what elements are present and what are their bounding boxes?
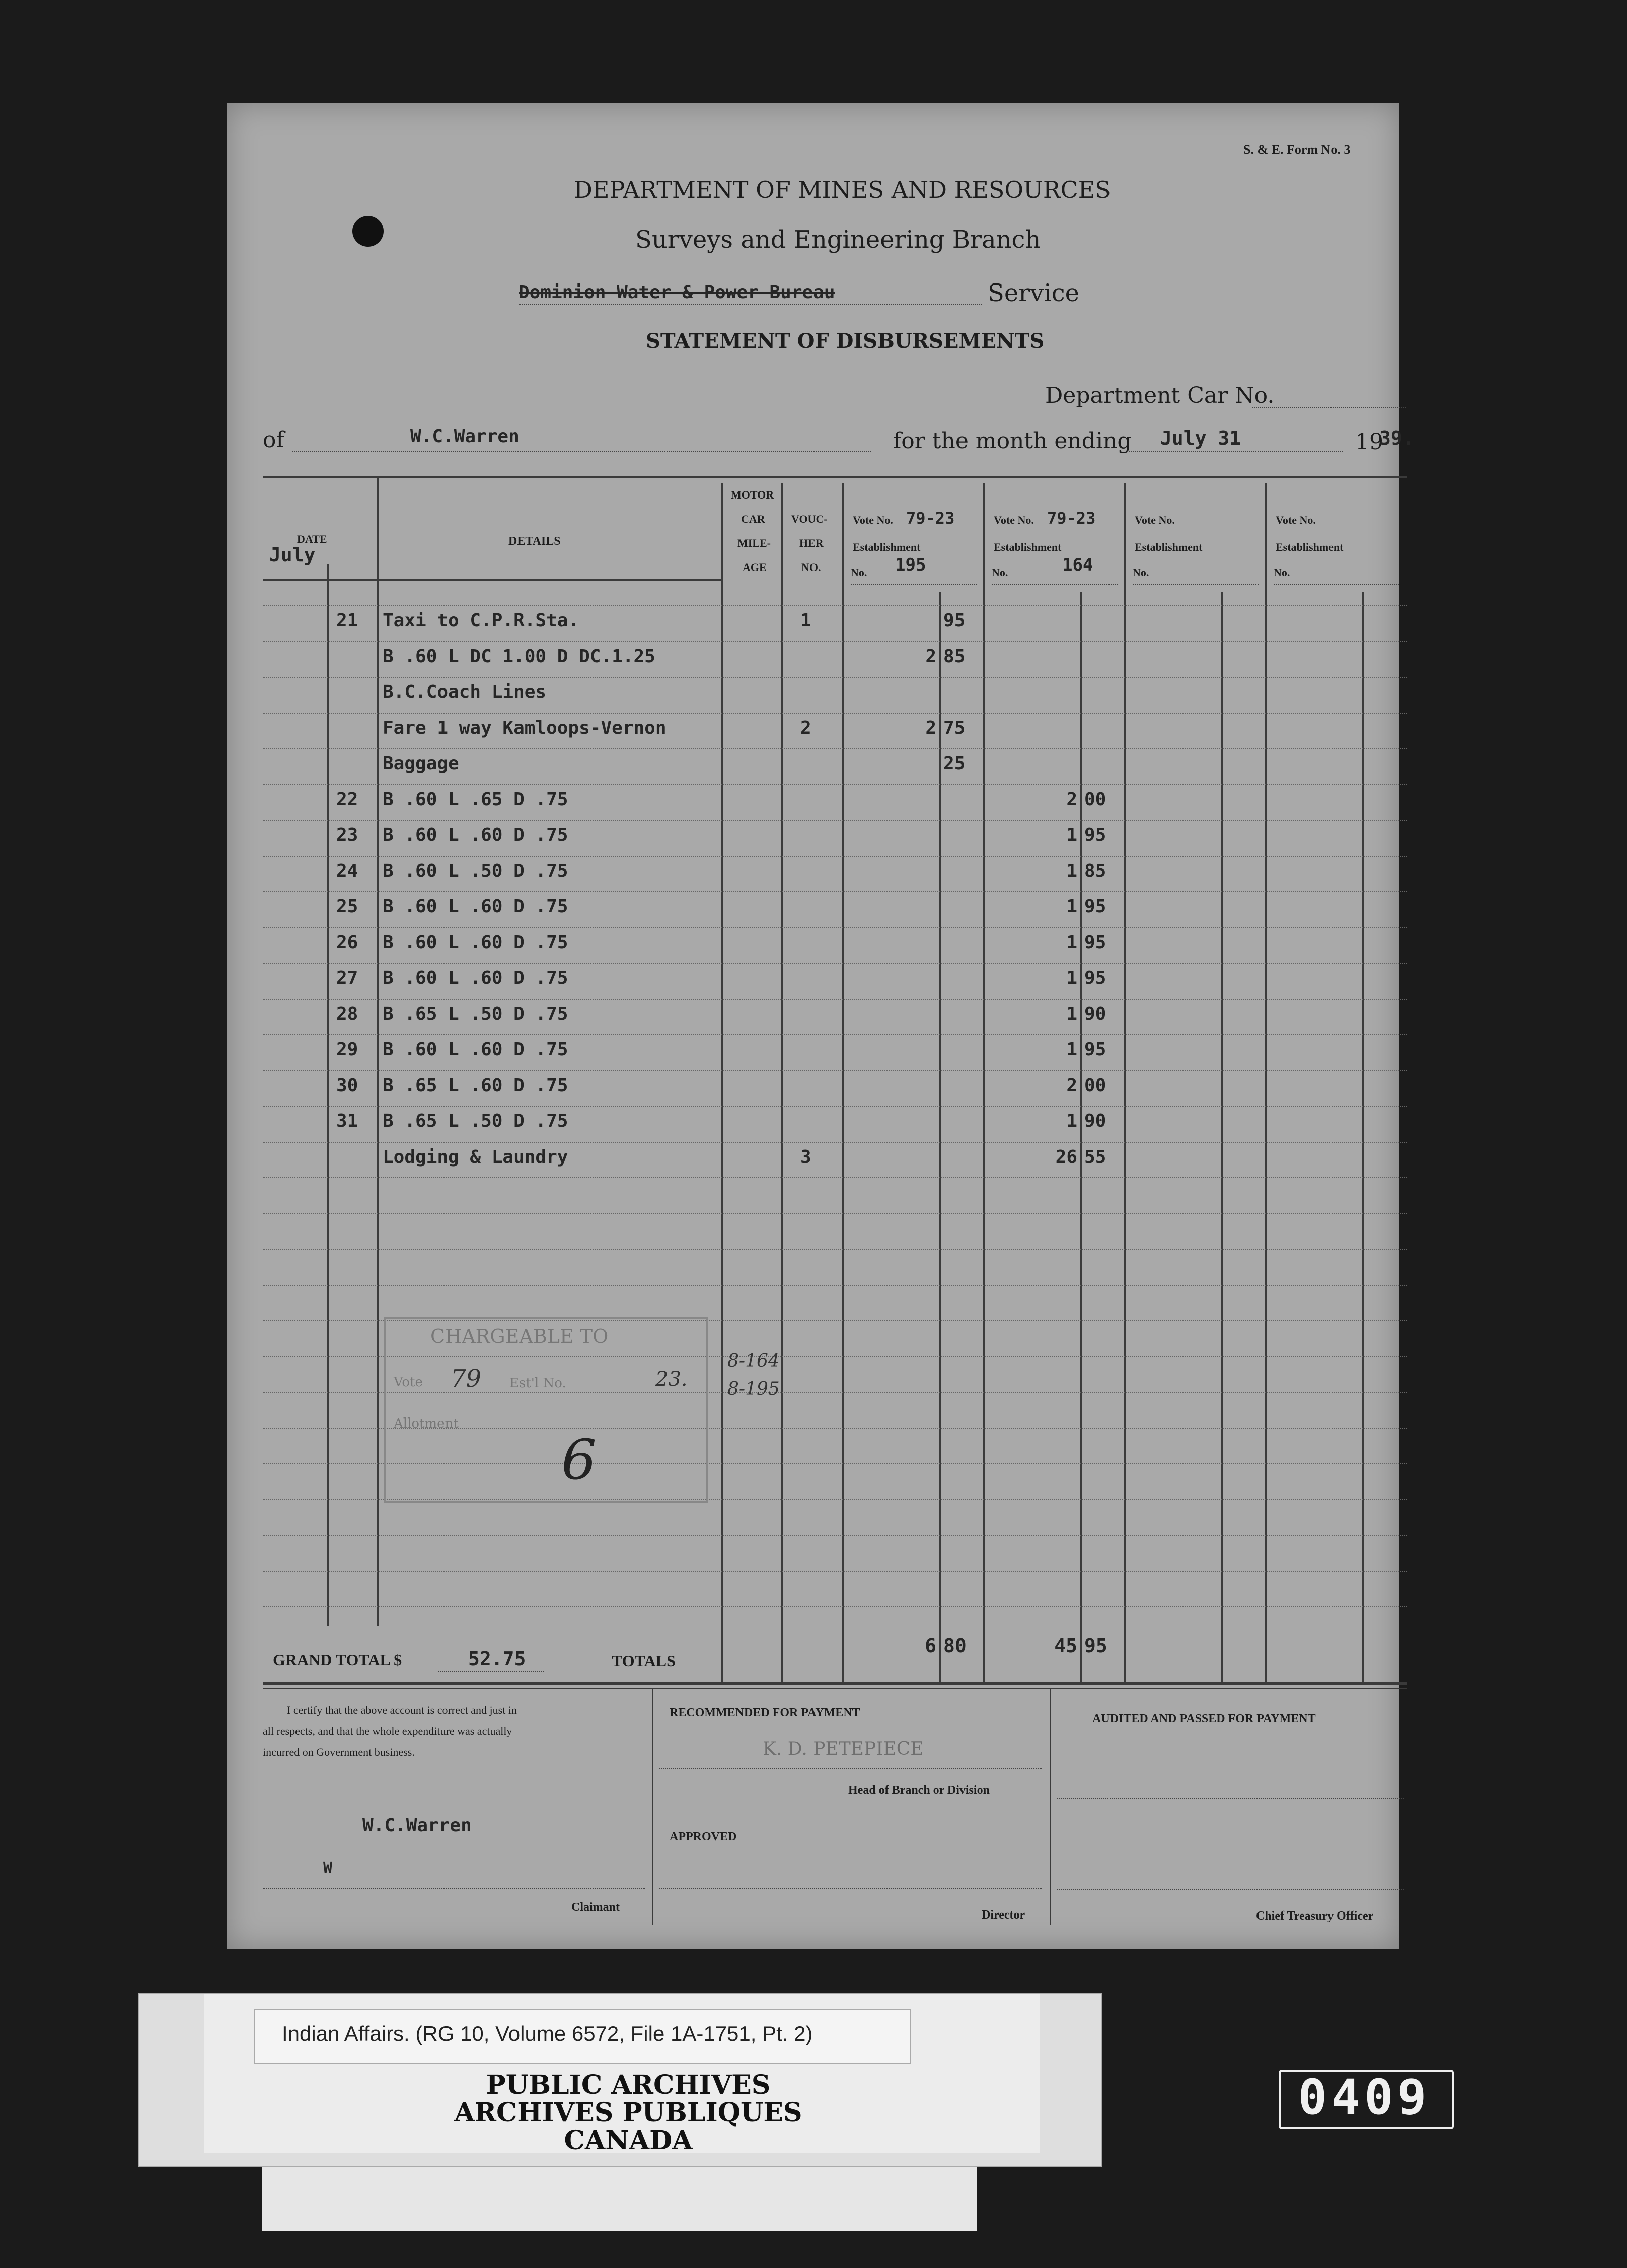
row-vote2-cents: 00	[1084, 789, 1106, 810]
table-row	[0, 932, 1627, 967]
row-details: B .60 L .60 D .75	[383, 825, 568, 845]
of-label: of	[263, 427, 284, 453]
row-vote1-dollars: 2	[925, 646, 936, 667]
voucher-header-3: NO.	[801, 561, 821, 574]
header-separator	[263, 579, 721, 581]
vote1-estab-label: Establishment	[853, 541, 921, 553]
department-title: DEPARTMENT OF MINES AND RESOURCES	[574, 176, 1111, 203]
stamp-vote-value: 79	[451, 1365, 482, 1393]
claimant-initial: W	[323, 1859, 333, 1877]
row-vote2-cents: 55	[1084, 1147, 1106, 1167]
approved-line	[659, 1888, 1042, 1889]
table-row	[0, 968, 1627, 1003]
stamp-estab-line-1: 8-164	[727, 1351, 780, 1371]
row-day: 23	[336, 825, 358, 845]
audited-line-2	[1057, 1889, 1404, 1890]
row-day: 30	[336, 1075, 358, 1096]
row-day: 21	[336, 610, 358, 631]
claimant-signature: W.C.Warren	[362, 1815, 472, 1836]
approved-label: APPROVED	[670, 1830, 737, 1844]
row-voucher: 3	[800, 1147, 811, 1167]
row-details: B .65 L .60 D .75	[383, 1075, 568, 1096]
row-day: 29	[336, 1039, 358, 1060]
stamp-initial: 6	[561, 1428, 597, 1492]
vote4-estab-label: Establishment	[1276, 541, 1344, 553]
service-word: Service	[988, 279, 1079, 307]
certify-line-1: I certify that the above account is correct and just in	[287, 1704, 517, 1716]
vote2-estab: 164	[1062, 555, 1093, 575]
row-details: B .60 L .60 D .75	[383, 968, 568, 988]
grand-total-value: 52.75	[468, 1648, 526, 1670]
service-underline	[519, 304, 982, 305]
stamp-estab-value: 23.	[655, 1368, 688, 1391]
vote1-no-label: No.	[851, 566, 867, 579]
car-label: Department Car No.	[1045, 383, 1275, 408]
row-vote2-cents: 95	[1084, 968, 1106, 988]
row-vote1-dollars: 2	[925, 718, 936, 738]
row-vote2-dollars: 2	[1066, 789, 1077, 810]
row-details: B .60 L DC 1.00 D DC.1.25	[383, 646, 655, 667]
stamp-allot-label: Allotment	[394, 1416, 459, 1431]
audited-label: AUDITED AND PASSED FOR PAYMENT	[1092, 1712, 1316, 1725]
row-voucher: 1	[800, 610, 811, 631]
row-details: B .60 L .60 D .75	[383, 896, 568, 917]
archive-label-lower	[262, 2165, 977, 2231]
table-row	[0, 1039, 1627, 1075]
treasury-label: Chief Treasury Officer	[1256, 1909, 1374, 1923]
row-vote2-dollars: 1	[1066, 896, 1077, 917]
row-details: Taxi to C.P.R.Sta.	[383, 610, 579, 631]
table-row	[0, 646, 1627, 681]
archive-line-3: CANADA	[564, 2125, 693, 2156]
row-vote2-cents: 95	[1084, 825, 1106, 845]
table-row	[0, 1075, 1627, 1110]
month-value: July 31	[1160, 427, 1241, 449]
row-vote2-dollars: 1	[1066, 1111, 1077, 1131]
row-day: 25	[336, 896, 358, 917]
row-day: 24	[336, 861, 358, 881]
director-label: Director	[982, 1908, 1025, 1922]
table-row	[0, 896, 1627, 932]
vote2-estab-label: Establishment	[994, 541, 1062, 553]
year-value: 39.	[1379, 427, 1414, 449]
audited-line-1	[1057, 1798, 1404, 1799]
date-header: DATE	[297, 533, 327, 545]
total-vote2-cents: 95	[1084, 1635, 1107, 1657]
details-header: DETAILS	[508, 535, 561, 548]
vote3-no-label: No.	[1133, 566, 1149, 579]
row-vote2-cents: 85	[1084, 861, 1106, 881]
row-details: B .60 L .50 D .75	[383, 861, 568, 881]
row-vote2-cents: 90	[1084, 1111, 1106, 1131]
row-voucher: 2	[800, 718, 811, 738]
archive-line-1: PUBLIC ARCHIVES	[486, 2070, 771, 2100]
row-vote2-cents: 95	[1084, 896, 1106, 917]
vote4-no-label: No.	[1274, 566, 1290, 579]
vote1-estab: 195	[895, 555, 926, 575]
archive-line-2: ARCHIVES PUBLIQUES	[454, 2097, 802, 2128]
row-details: B.C.Coach Lines	[383, 682, 547, 702]
stamp-estab-line-2: 8-195	[727, 1379, 780, 1399]
row-vote2-dollars: 1	[1066, 1039, 1077, 1060]
row-vote2-dollars: 1	[1066, 968, 1077, 988]
claimant-sign-line	[263, 1888, 645, 1889]
vote2-no-label: No.	[992, 566, 1008, 579]
row-details: B .65 L .50 D .75	[383, 1111, 568, 1131]
vote3-estab-label: Establishment	[1135, 541, 1203, 553]
ruled-line	[263, 1571, 1407, 1572]
certify-line-3: incurred on Government business.	[263, 1746, 415, 1758]
archive-reference: Indian Affairs. (RG 10, Volume 6572, File 1A-1751, Pt. 2)	[282, 2022, 813, 2045]
row-vote1-cents: 75	[943, 718, 966, 738]
ruled-line	[263, 1535, 1407, 1536]
row-details: B .60 L .65 D .75	[383, 789, 568, 810]
row-vote2-cents: 95	[1084, 1039, 1106, 1060]
vote1-underline	[851, 584, 977, 585]
table-row	[0, 610, 1627, 646]
certify-line-2: all respects, and that the whole expenditure was actually	[263, 1725, 512, 1737]
row-details: B .60 L .60 D .75	[383, 1039, 568, 1060]
row-day: 27	[336, 968, 358, 988]
vote2-underline	[992, 584, 1118, 585]
row-day: 22	[336, 789, 358, 810]
month-line	[1127, 451, 1343, 452]
footer-divider-2	[1050, 1688, 1051, 1925]
vote4-underline	[1274, 584, 1399, 585]
voucher-header-2: HER	[799, 537, 824, 549]
claimant-name: W.C.Warren	[410, 426, 520, 447]
vote2-label: Vote No.	[994, 514, 1034, 526]
recommended-line	[659, 1768, 1042, 1769]
table-bottom-rule	[263, 1682, 1407, 1685]
table-row	[0, 682, 1627, 717]
row-vote2-dollars: 1	[1066, 861, 1077, 881]
vote3-underline	[1133, 584, 1259, 585]
table-row	[0, 753, 1627, 789]
branch-title: Surveys and Engineering Branch	[635, 226, 1041, 254]
statement-title: STATEMENT OF DISBURSEMENTS	[646, 329, 1045, 353]
row-vote1-cents: 95	[943, 610, 966, 631]
table-row	[0, 825, 1627, 860]
table-row	[0, 718, 1627, 753]
table-row	[0, 789, 1627, 824]
punch-hole	[352, 216, 384, 247]
row-day: 31	[336, 1111, 358, 1131]
ruled-line	[263, 1606, 1407, 1607]
claimant-line	[292, 451, 871, 452]
row-vote1-cents: 85	[943, 646, 966, 667]
year-prefix: 19	[1355, 429, 1383, 455]
row-vote2-dollars: 26	[1055, 1147, 1077, 1167]
table-row	[0, 1004, 1627, 1039]
grand-total-label: GRAND TOTAL $	[273, 1651, 402, 1669]
ruled-line	[263, 1213, 1407, 1214]
table-row	[0, 861, 1627, 896]
vote3-label: Vote No.	[1135, 514, 1175, 526]
service-name: Dominion Water & Power Bureau	[519, 282, 835, 303]
month-label: for the month ending	[893, 428, 1132, 454]
frame-number: 0409	[1298, 2069, 1431, 2125]
total-vote2-dollars: 45	[1054, 1635, 1077, 1657]
row-day: 26	[336, 932, 358, 953]
claimant-label: Claimant	[571, 1901, 620, 1914]
row-vote2-dollars: 1	[1066, 932, 1077, 953]
row-details: Fare 1 way Kamloops-Vernon	[383, 718, 667, 738]
form-number: S. & E. Form No. 3	[1243, 142, 1351, 157]
row-details: B .60 L .60 D .75	[383, 932, 568, 953]
row-details: B .65 L .50 D .75	[383, 1004, 568, 1024]
row-vote2-cents: 90	[1084, 1004, 1106, 1024]
motor-header-1: MOTOR	[731, 488, 774, 501]
head-label: Head of Branch or Division	[848, 1784, 990, 1797]
car-line	[1252, 407, 1406, 408]
totals-label: TOTALS	[612, 1652, 676, 1670]
recommended-stamp: K. D. PETEPIECE	[763, 1739, 924, 1759]
stamp-title: CHARGEABLE TO	[430, 1325, 609, 1348]
recommended-label: RECOMMENDED FOR PAYMENT	[670, 1706, 860, 1719]
row-vote2-cents: 95	[1084, 932, 1106, 953]
ruled-line	[263, 1249, 1407, 1250]
motor-header-2: CAR	[741, 513, 765, 525]
ruled-line	[263, 1285, 1407, 1286]
table-row	[0, 1147, 1627, 1182]
motor-header-3: MILE-	[737, 537, 771, 549]
row-vote2-dollars: 1	[1066, 825, 1077, 845]
row-vote2-dollars: 2	[1066, 1075, 1077, 1096]
ruled-line	[263, 605, 1407, 606]
total-vote1-dollars: 6	[925, 1635, 936, 1657]
vote1-number: 79-23	[906, 509, 955, 528]
row-vote1-cents: 25	[943, 753, 966, 774]
vote2-number: 79-23	[1047, 509, 1096, 528]
date-month: July	[269, 544, 316, 566]
footer-divider-1	[652, 1688, 653, 1925]
total-vote1-cents: 80	[943, 1635, 967, 1657]
grand-total-line	[438, 1671, 544, 1672]
voucher-header-1: VOUC-	[791, 513, 828, 525]
table-top-rule	[263, 476, 1407, 478]
row-vote2-dollars: 1	[1066, 1004, 1077, 1024]
row-vote2-cents: 00	[1084, 1075, 1106, 1096]
table-row	[0, 1111, 1627, 1146]
stamp-vote-label: Vote	[394, 1375, 423, 1390]
row-details: Lodging & Laundry	[383, 1147, 568, 1167]
row-details: Baggage	[383, 753, 459, 774]
footer-top-rule	[263, 1688, 1407, 1689]
vote4-label: Vote No.	[1276, 514, 1316, 526]
stamp-estab-label: Est'l No.	[509, 1376, 566, 1391]
vote1-label: Vote No.	[853, 514, 893, 526]
row-day: 28	[336, 1004, 358, 1024]
motor-header-4: AGE	[743, 561, 767, 574]
